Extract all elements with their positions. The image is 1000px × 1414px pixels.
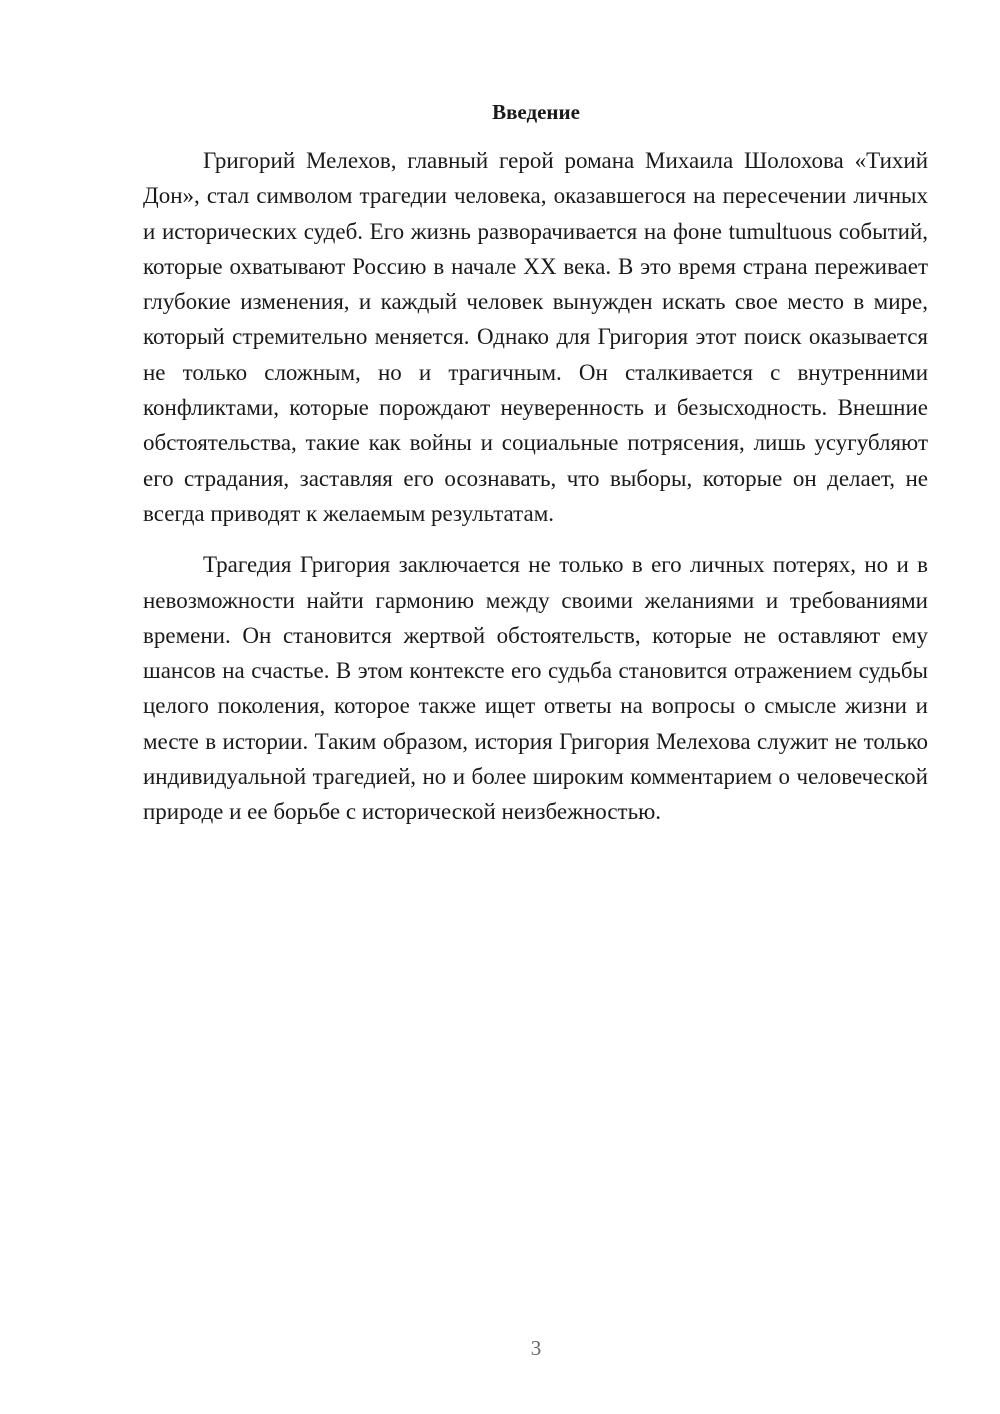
page-number: 3: [530, 1336, 542, 1360]
paragraph-2: Трагедия Григория заключается не только в его личных потерях, но и в невозможности найти гармонию между своими желаниями и требованиями времени. Он становится жертвой обстоятельств, которые не оставляют ему шансов на счастье. В этом контексте его судьба становится отражением судьбы целого поколения, которое также ищет ответы на вопросы о смысле жизни и месте в истории. Таким образом, история Григория Мелехова служит не только индивидуальной трагедией, но и более широким комментарием о человеческой природе и ее борьбе с исторической неизбежностью.: [143, 552, 928, 825]
paragraph-1: Григорий Мелехов, главный герой романа Михаила Шолохова «Тихий Дон», стал символом трагедии человека, оказавшегося на пересечении личных и исторических судеб. Его жизнь разворачивается на фоне tumultuous событий, которые охватывают Россию в начале XX века. В это время страна переживает глубокие изменения, и каждый человек вынужден искать свое место в мире, который стремительно меняется. Однако для Григория этот поиск оказывается не только сложным, но и трагичным. Он сталкивается с внутренними конфликтами, которые порождают неуверенность и безысходность. Внешние обстоятельства, такие как войны и социальные потрясения, лишь усугубляют его страдания, заставляя его осознавать, что выборы, которые он делает, не всегда приводят к желаемым результатам.: [143, 148, 928, 526]
body-text: [143, 143, 928, 830]
section-heading: Введение: [492, 100, 580, 124]
